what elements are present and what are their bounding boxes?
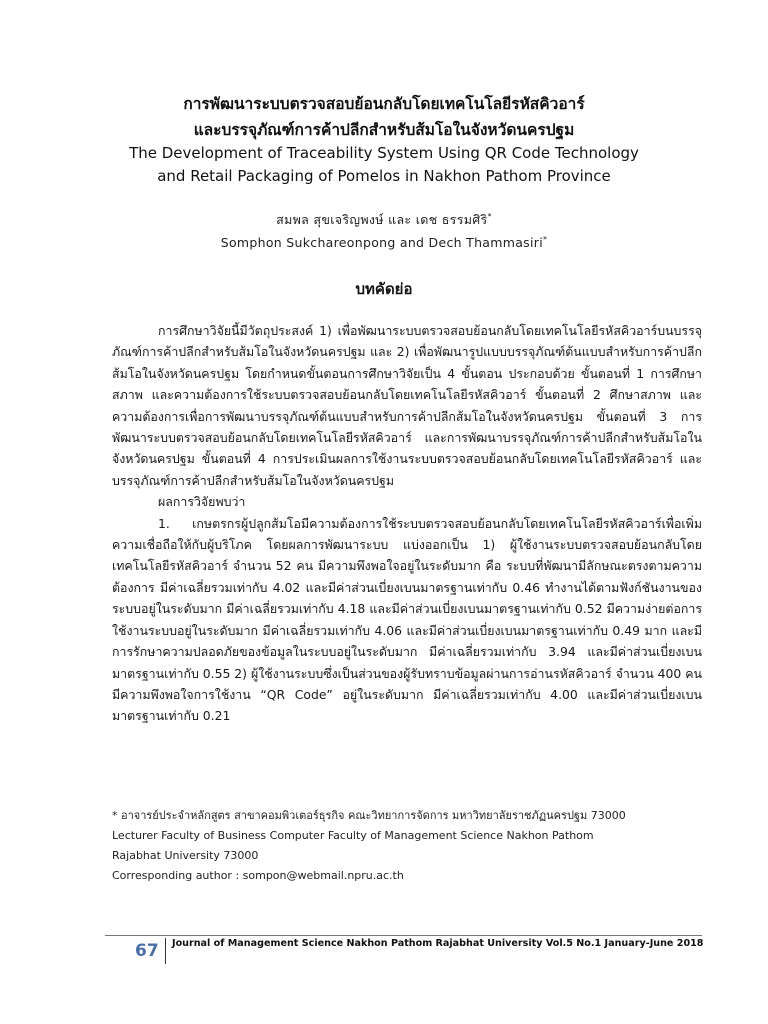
footnote-line-2: Lecturer Faculty of Business Computer Faculty of Management Science Nakhon Pathom: [112, 829, 594, 842]
footer-rule: [105, 935, 702, 936]
authors-thai: [60, 208, 708, 229]
abstract-paragraph-1: การศึกษาวิจัยนี้มีวัตถุประสงค์ 1) เพื่อพัฒนาระบบตรวจสอบย้อนกลับโดยเทคโนโลยีรหัสคิวอาร์บนบรรจุภัณฑ์การค้าปลีกสำหรับส้มโอในจังหวัดนครปฐม และ 2) เพื่อพัฒนารูปแบบบรรจุภัณฑ์ต้นแบบสำหรับการค้าปลีกส้มโอในจังหวัดนครปฐม โดยกำหนดขั้นตอนการศึกษาวิจัยเป็น 4 ขั้นตอน ประกอบด้วย ขั้นตอนที่ 1 การศึกษาสภาพ และความต้องการใช้ระบบตรวจสอบย้อนกลับโดยเทคโนโลยีรหัสคิวอาร์ ขั้นตอนที่ 2 ศึกษาสภาพ และความต้องการเพื่อการพัฒนาบรรจุภัณฑ์ต้นแบบสำหรับการค้าปลีกส้มโอในจังหวัดนครปฐม ขั้นตอนที่ 3 การพัฒนาระบบตรวจสอบย้อนกลับโดยเทคโนโลยีรหัสคิวอาร์ และการพัฒนาบรรจุภัณฑ์การค้าปลีกสำหรับส้มโอในจังหวัดนครปฐม ขั้นตอนที่ 4 การประเมินผลการใช้งานระบบตรวจสอบย้อนกลับโดยเทคโนโลยีรหัสคิวอาร์ และบรรจุภัณฑ์การค้าปลีกสำหรับส้มโอในจังหวัดนครปฐม: [112, 323, 702, 488]
footnotes: [112, 806, 702, 886]
authors-english-names: Somphon Sukchareonpong and Dech Thammasiri: [220, 235, 543, 251]
footer-divider: [165, 938, 166, 964]
title-english-line-1: The Development of Traceability System Using QR Code Technology: [129, 144, 639, 162]
abstract-paragraph-2: 1. เกษตรกรผู้ปลูกส้มโอมีความต้องการใช้ระบบตรวจสอบย้อนกลับโดยเทคโนโลยีรหัสคิวอาร์เพื่อเพิ่มความเชื่อถือให้กับผู้บริโภค โดยผลการพัฒนาระบบ แบ่งออกเป็น 1) ผู้ใช้งานระบบตรวจสอบย้อนกลับโดยเทคโนโลยีรหัสคิวอาร์ จำนวน 52 คน มีความพึงพอใจอยู่ในระดับมาก คือ ระบบที่พัฒนามีลักษณะตรงตามความต้องการ มีค่าเฉลี่ยรวมเท่ากับ 4.02 และมีค่าส่วนเบี่ยงเบนมาตรฐานเท่ากับ 0.46 ทำงานได้ตามฟังก์ชันงานของระบบอยู่ในระดับมาก มีค่าเฉลี่ยรวมเท่ากับ 4.18 และมีค่าส่วนเบี่ยงเบนมาตรฐานเท่ากับ 0.52 มีความง่ายต่อการใช้งานระบบอยู่ในระดับมาก มีค่าเฉลี่ยรวมเท่ากับ 4.06 และมีค่าส่วนเบี่ยงเบนมาตรฐานเท่ากับ 0.49 มาก และมีการรักษาความปลอดภัยของข้อมูลในระบบอยู่ในระดับมาก มีค่าเฉลี่ยรวมเท่ากับ 3.94 และมีค่าส่วนเบี่ยงเบนมาตรฐานเท่ากับ 0.55 2) ผู้ใช้งานระบบซึ่งเป็นส่วนของผู้รับทราบข้อมูลผ่านการอ่านรหัสคิวอาร์ จำนวน 400 คน มีความพึงพอใจการใช้งาน “QR Code” อยู่ในระดับมาก มีค่าเฉลี่ยรวมเท่ากับ 4.00 และมีค่าส่วนเบี่ยงเบนมาตรฐานเท่ากับ 0.21: [112, 515, 702, 724]
title-thai-line-2: และบรรจุภัณฑ์การค้าปลีกสำหรับส้มโอในจังหวัดนครปฐม: [193, 121, 575, 139]
abstract-heading: บทคัดย่อ: [355, 280, 413, 298]
page-number: 67: [135, 941, 159, 961]
authors-english-mark: *: [542, 235, 548, 244]
footnote-line-4: Corresponding author : sompon@webmail.npru.ac.th: [112, 869, 404, 882]
journal-citation: Journal of Management Science Nakhon Pathom Rajabhat University Vol.5 No.1 January-June 2018: [172, 938, 704, 949]
results-label: ผลการวิจัยพบว่า: [158, 494, 246, 510]
footnote-line-1: * อาจารย์ประจำหลักสูตร สาขาคอมพิวเตอร์ธุรกิจ คณะวิทยาการจัดการ มหาวิทยาลัยราชภัฏนครปฐม 73000: [112, 809, 626, 822]
title-thai-line-1: การพัฒนาระบบตรวจสอบย้อนกลับโดยเทคโนโลยีรหัสคิวอาร์: [183, 95, 585, 113]
authors-english: [60, 231, 708, 252]
footnote-line-3: Rajabhat University 73000: [112, 849, 259, 862]
authors-thai-names: สมพล สุขเจริญพงษ์ และ เดช ธรรมศิริ: [276, 212, 488, 228]
authors-thai-mark: *: [487, 212, 492, 221]
title-english-line-2: and Retail Packaging of Pomelos in Nakhon Pathom Province: [157, 167, 611, 185]
abstract-body: [112, 320, 702, 727]
